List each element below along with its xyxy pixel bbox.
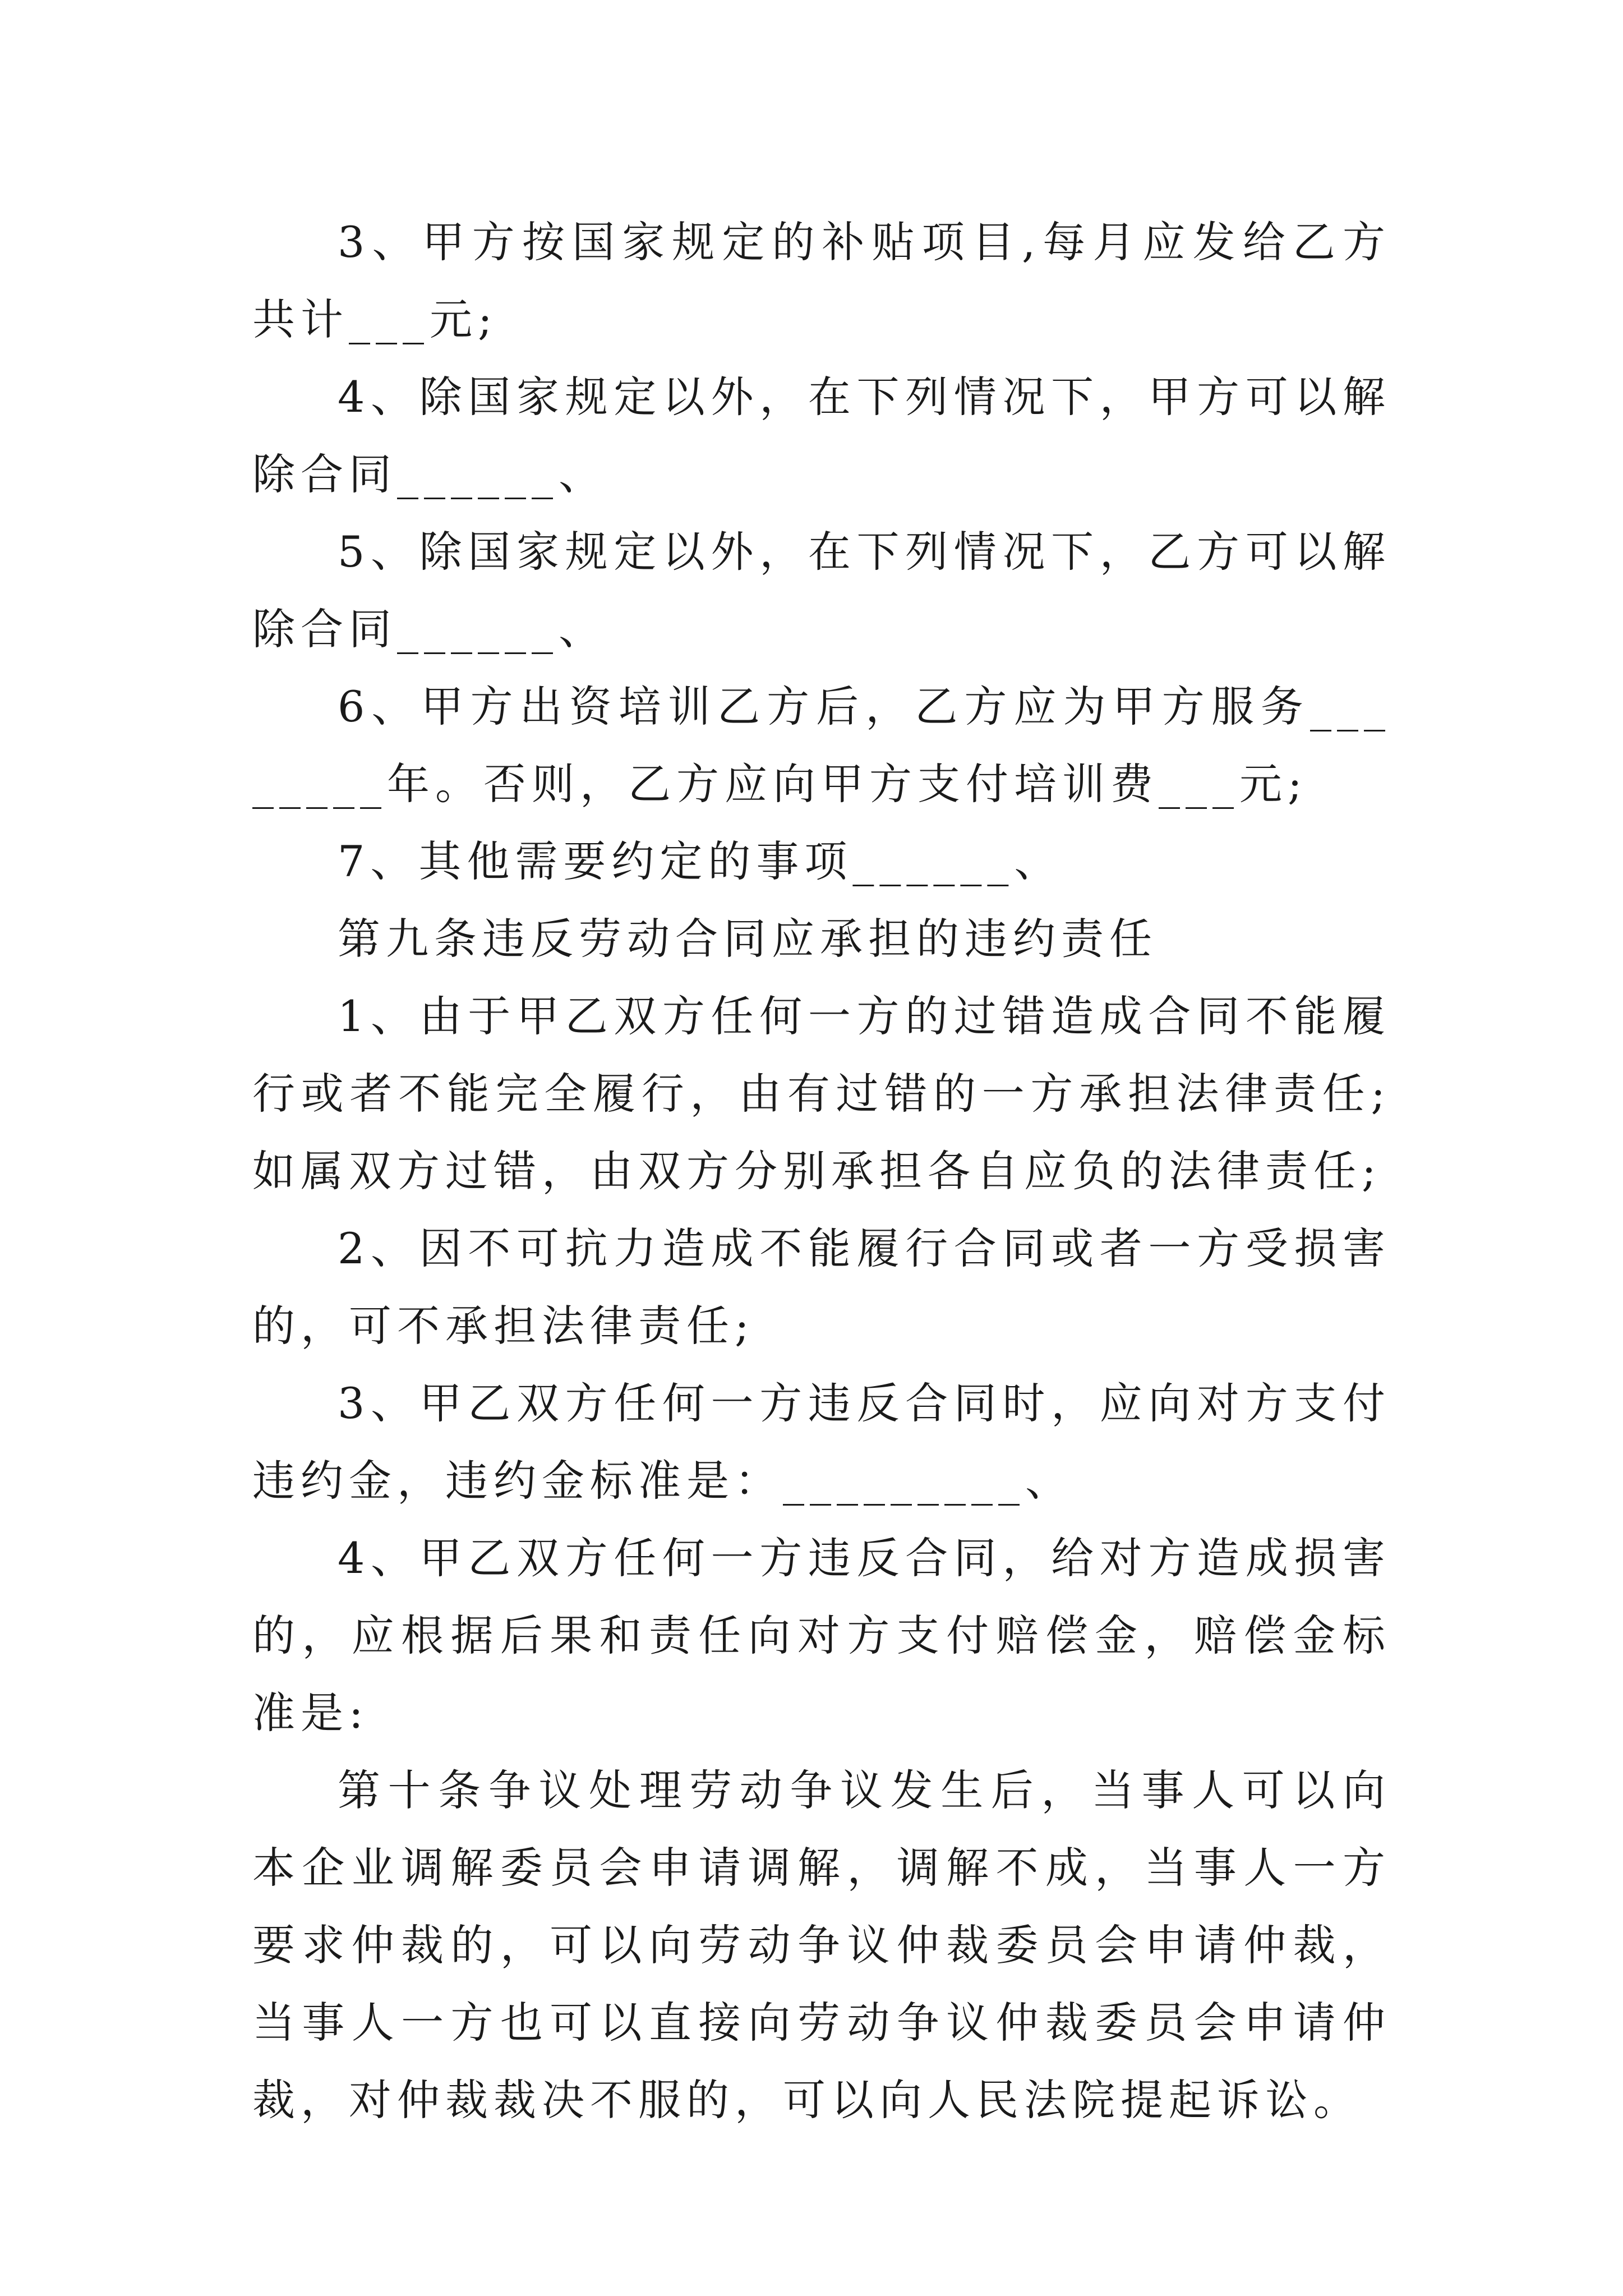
clause-other-matters: 7、其他需要约定的事项______、 [338,836,1063,886]
document-body [252,204,1391,2139]
clause-employer-termination: 4、除国家规定以外，在下列情况下，甲方可以解除合同______、 [252,372,1391,499]
article-9-heading: 第九条违反劳动合同应承担的违约责任 [338,914,1158,964]
clause-subsidy: 3、甲方按国家规定的补贴项目,每月应发给乙方共计___元; [252,217,1391,344]
article-10-dispute: 第十条争议处理劳动争议发生后，当事人可以向本企业调解委员会申请调解，调解不成，当事人一方要求仲裁的，可以向劳动争议仲裁委员会申请仲裁，当事人一方也可以直接向劳动争议仲裁委员会申请仲裁，对仲裁裁决不服的，可以向人民法院提起诉讼。 [252,1765,1391,2125]
liability-item-2: 2、因不可抗力造成不能履行合同或者一方受损害的，可不承担法律责任; [252,1223,1391,1351]
clause-employee-termination: 5、除国家规定以外，在下列情况下，乙方可以解除合同______、 [252,527,1391,654]
liability-item-1: 1、由于甲乙双方任何一方的过错造成合同不能履行或者不能完全履行，由有过错的一方承担法律责任;如属双方过错，由双方分别承担各自应负的法律责任; [252,991,1391,1196]
liability-item-4: 4、甲乙双方任何一方违反合同，给对方造成损害的，应根据后果和责任向对方支付赔偿金，赔偿金标准是: [252,1533,1391,1738]
clause-training-service: 6、甲方出资培训乙方后，乙方应为甲方服务________年。否则，乙方应向甲方支付培训费___元; [252,682,1391,809]
liability-item-3: 3、甲乙双方任何一方违反合同时，应向对方支付违约金，违约金标准是：_________、 [252,1378,1391,1506]
